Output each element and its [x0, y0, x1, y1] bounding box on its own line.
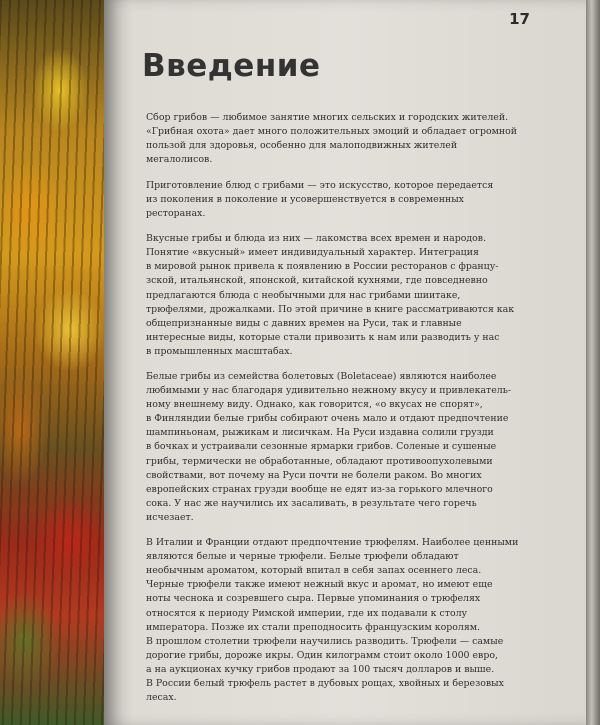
text-line: необычным ароматом, который впитал в себя запах осеннего леса. — [146, 565, 482, 577]
book-page — [104, 0, 586, 725]
text-line: грибы, термически не обработанные, обладают противоопухолевыми — [146, 455, 493, 467]
text-line: В прошлом столетии трюфели научились разводить. Трюфели — самые — [146, 635, 504, 647]
text-line: предлагаются блюда с необычными для нас грибами шиитаке, — [146, 289, 461, 301]
paragraph-3 — [146, 232, 515, 358]
text-line: Приготовление блюд с грибами — это искусство, которое передается — [146, 179, 494, 191]
text-line: любимыми у нас благодаря удивительно нежному вкусу и привлекатель- — [146, 385, 512, 397]
text-line: ному внешнему виду. Однако, как говорится, «о вкусах не спорят», — [146, 399, 483, 411]
text-line: в Финляндии белые грибы собирают очень мало и отдают предпочтение — [146, 413, 509, 425]
text-line: дорогие грибы, дороже икры. Один килограмм стоит около 1000 евро, — [146, 649, 498, 661]
page-edge — [586, 0, 600, 725]
text-line: европейских странах грузди вообще не едят из-за горького млечного — [146, 483, 493, 495]
text-line: в промышленных масштабах. — [146, 345, 293, 357]
text-line: мегалолисов. — [146, 154, 213, 166]
text-line: Сбор грибов — любимое занятие многих сельских и городских жителей. — [146, 112, 509, 123]
text-line: ноты чеснока и созревшего сыра. Первые упоминания о трюфелях — [146, 593, 481, 605]
text-line: Понятие «вкусный» имеет индивидуальный характер. Интеграция — [146, 247, 479, 259]
paragraph-2 — [146, 179, 498, 221]
text-line: лесах. — [146, 691, 177, 703]
text-line: шампиньонам, рыжикам и лисичкам. На Руси издавна солили грузди — [146, 427, 494, 439]
paragraph-5 — [146, 536, 519, 705]
text-line: В России белый трюфель растет в дубовых рощах, хвойных и березовых — [146, 677, 504, 689]
text-line: в бочках и устраивали сезонные ярмарки грибов. Соленые и сушеные — [146, 441, 497, 453]
autumn-forest-photo — [0, 0, 104, 725]
text-line: исчезает. — [146, 511, 194, 523]
paragraph-4 — [146, 370, 512, 525]
page-number: 17 — [509, 10, 530, 28]
text-line: Белые грибы из семейства болетовых (Boletaceae) являются наиболее — [146, 371, 497, 383]
text-line: «Грибная охота» дает много положительных эмоций и обладает огромной — [146, 126, 518, 138]
text-line: Вкусные грибы и блюда из них — лакомства всех времен и народов. — [146, 233, 487, 245]
text-line: являются белые и черные трюфели. Белые трюфели обладают — [146, 551, 459, 563]
text-line: сока. У нас же научились их засаливать, в результате чего горечь — [146, 497, 477, 509]
text-line: ресторанах. — [146, 207, 206, 219]
text-line: интересные виды, которые стали привозить к нам или разводить у нас — [146, 331, 500, 343]
page-title: Введение — [142, 48, 321, 84]
text-line: относятся к периоду Римской империи, где их подавали к столу — [146, 607, 468, 619]
body-text — [146, 111, 519, 716]
text-line: свойствами, вот почему на Руси почти не болели раком. Во многих — [146, 469, 482, 481]
text-line: зской, итальянской, японской, китайской кухнями, где повседневно — [146, 275, 488, 287]
text-line: общепризнанные виды с давних времен на Руси, так и главные — [146, 317, 462, 329]
text-line: пользой для здоровья, особенно для малоподвижных жителей — [146, 140, 458, 152]
paragraph-1 — [146, 111, 518, 167]
text-line: В Италии и Франции отдают предпочтение трюфелям. Наиболее ценными — [146, 537, 519, 549]
text-line: в мировой рынок привела к появлению в России ресторанов с францу- — [146, 261, 499, 273]
text-line: а на аукционах кучку грибов продают за 100 тысяч долларов и выше. — [146, 663, 495, 675]
text-line: Черные трюфели также имеют нежный вкус и аромат, но имеют еще — [146, 579, 493, 591]
text-line: из поколения в поколение и усовершенствуется в современных — [146, 193, 464, 205]
text-line: императора. Позже их стали преподносить французским королям. — [146, 621, 481, 633]
text-line: трюфелями, дрожалками. По этой причине в книге рассматриваются как — [146, 303, 515, 315]
